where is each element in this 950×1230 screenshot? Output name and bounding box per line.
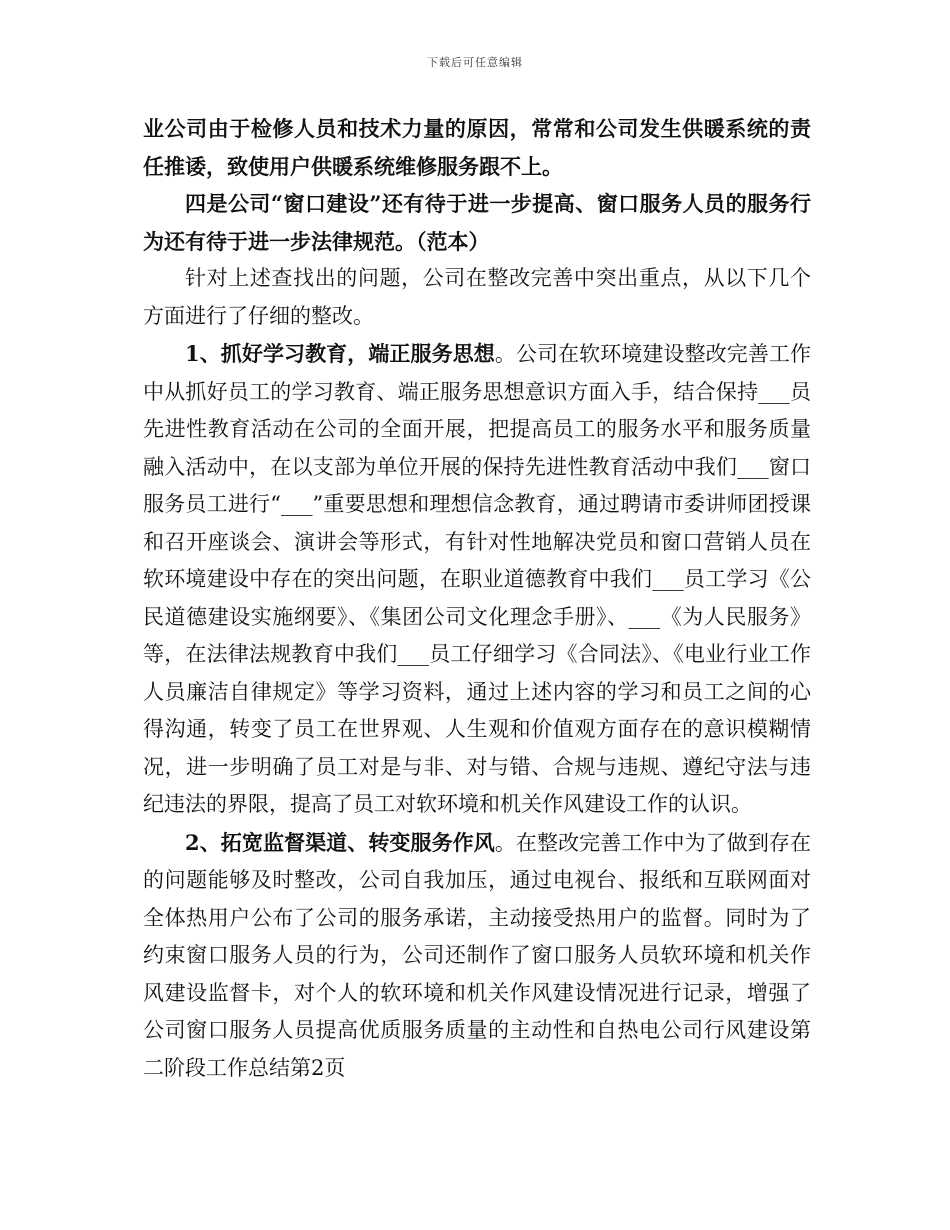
section-1-body: 。公司在软环境建设整改完善工作中从抓好员工的学习教育、端正服务思想意识方面入手，结合保持___员先进性教育活动在公司的全面开展，把提高员工的服务水平和服务质量融入活动中，在以支部为单位开展的保持先进性教育活动中我们___窗口服务员工进行“___”重要思想和理想信念教育，通过聘请市委讲师团授课和召开座谈会、演讲会等形式，有针对性地解决党员和窗口营销人员在软环境建设中存在的突出问题，在职业道德教育中我们___员工学习《公民道德建设实施纲要》、《集团公司文化理念手册》、___《为人民服务》等，在法律法规教育中我们___员工仔细学习《合同法》、《电业行业工作人员廉洁自律规定》等学习资料，通过上述内容的学习和员工之间的心得沟通，转变了员工在世界观、人生观和价值观方面存在的意识模糊情况，进一步明确了员工对是与非、对与错、合规与违规、遵纪守法与违纪违法的界限，提高了员工对软环境和机关作风建设工作的认识。 — [143, 342, 811, 816]
paragraph-section-2 — [143, 824, 811, 1088]
section-2-body: 。在整改完善工作中为了做到存在的问题能够及时整改，公司自我加压，通过电视台、报纸和互联网面对全体热用户公布了公司的服务承诺，主动接受热用户的监督。同时为了约束窗口服务人员的行为，公司还制作了窗口服务人员软环境和机关作风建设监督卡，对个人的软环境和机关作风建设情况进行记录，增强了公司窗口服务人员提高优质服务质量的主动性和自热电公司行风建设第二阶段工作总结第2页 — [143, 830, 811, 1080]
section-2-heading: 2、拓宽监督渠道、转变服务作风 — [185, 829, 495, 855]
paragraph-section-1 — [143, 335, 811, 824]
paragraph-intro: 针对上述查找出的问题，公司在整改完善中突出重点，从以下几个方面进行了仔细的整改。 — [143, 266, 811, 328]
document-body — [143, 110, 811, 1087]
section-1-heading: 1、抓好学习教育，端正服务思想 — [185, 341, 495, 366]
paragraph-continuation: 业公司由于检修人员和技术力量的原因，常常和公司发生供暖系统的责任推诿，致使用户供暖系统维修服务跟不上。 — [143, 116, 811, 179]
header-note: 下载后可任意编辑 — [427, 56, 523, 69]
paragraph-point-four: 四是公司“窗口建设”还有待于进一步提高、窗口服务人员的服务行为还有待于进一步法律规范。（范本） — [143, 191, 811, 254]
